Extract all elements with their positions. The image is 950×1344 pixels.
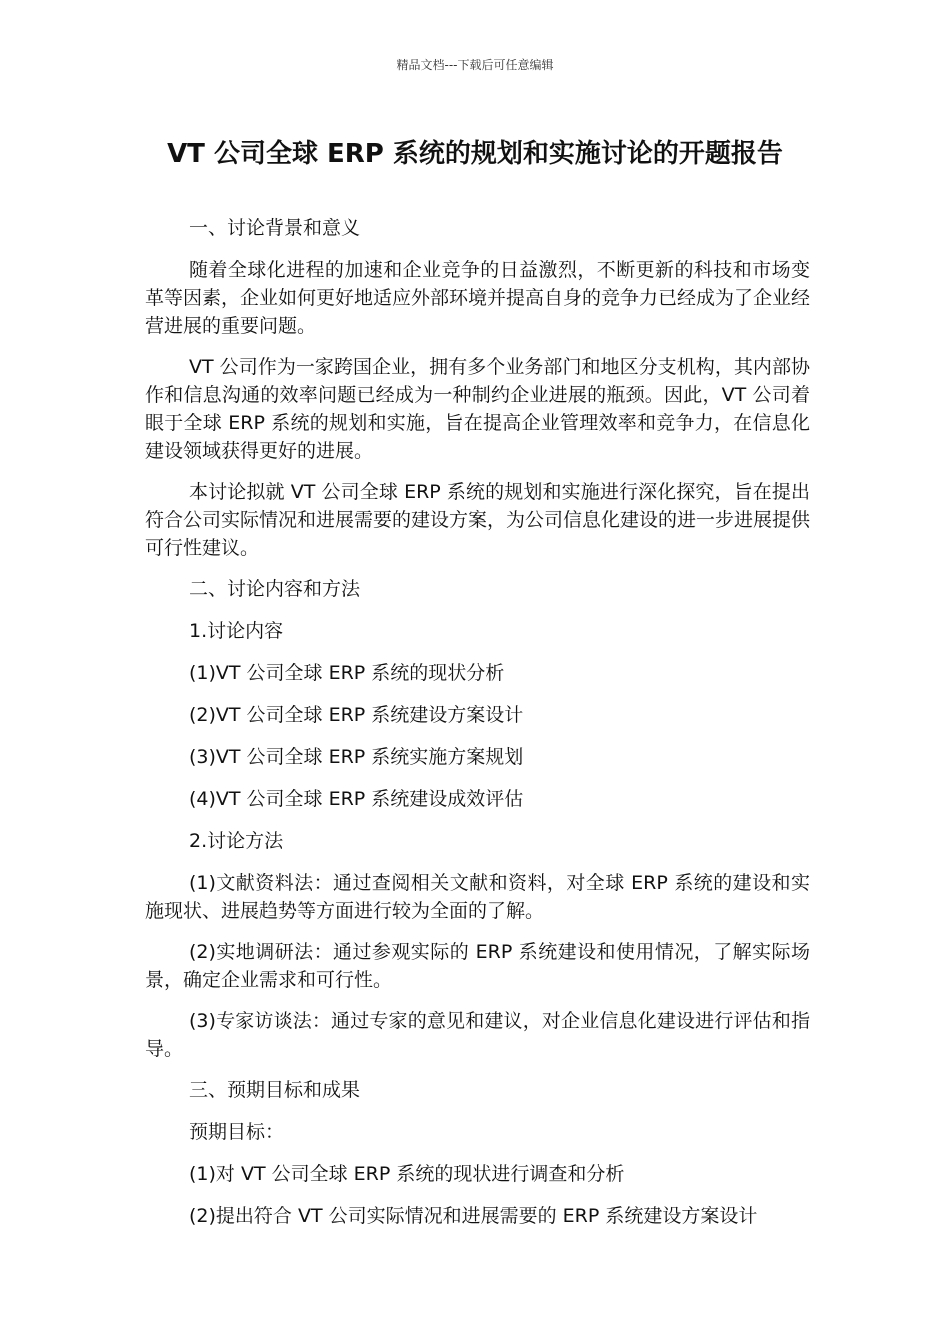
section-heading-goals: 三、预期目标和成果	[189, 1079, 361, 1101]
document-title: VT 公司全球 ERP 系统的规划和实施讨论的开题报告	[167, 139, 783, 169]
subheading-method: 2.讨论方法	[189, 830, 284, 852]
paragraph-background-3: 本讨论拟就 VT 公司全球 ERP 系统的规划和实施进行深化探究，旨在提出符合公司实际情况和进展需要的建设方案，为公司信息化建设的进一步进展提供可行性建议。	[145, 481, 811, 559]
subheading-content: 1.讨论内容	[189, 620, 284, 642]
page-header-note: 精品文档---下载后可任意编辑	[396, 58, 554, 72]
list-item-content-3: (3)VT 公司全球 ERP 系统实施方案规划	[189, 746, 524, 768]
list-item-goal-2: (2)提出符合 VT 公司实际情况和进展需要的 ERP 系统建设方案设计	[189, 1205, 758, 1227]
document-body	[145, 214, 810, 1244]
section-heading-background: 一、讨论背景和意义	[189, 217, 361, 239]
list-item-method-3: (3)专家访谈法：通过专家的意见和建议，对企业信息化建设进行评估和指导。	[145, 1010, 810, 1060]
list-item-content-2: (2)VT 公司全球 ERP 系统建设方案设计	[189, 704, 524, 726]
list-item-method-2: (2)实地调研法：通过参观实际的 ERP 系统建设和使用情况，了解实际场景，确定企业需求和可行性。	[145, 941, 810, 991]
list-item-method-1: (1)文献资料法：通过查阅相关文献和资料，对全球 ERP 系统的建设和实施现状、进展趋势等方面进行较为全面的了解。	[145, 872, 810, 922]
paragraph-background-1: 随着全球化进程的加速和企业竞争的日益激烈，不断更新的科技和市场变革等因素，企业如何更好地适应外部环境并提高自身的竞争力已经成为了企业经营进展的重要问题。	[145, 259, 811, 337]
list-item-content-1: (1)VT 公司全球 ERP 系统的现状分析	[189, 662, 505, 684]
section-heading-content-method: 二、讨论内容和方法	[189, 578, 361, 600]
paragraph-background-2: VT 公司作为一家跨国企业，拥有多个业务部门和地区分支机构，其内部协作和信息沟通的效率问题已经成为一种制约企业进展的瓶颈。因此，VT 公司着眼于全球 ERP 系统的规划和实施，旨在提高企业管理效率和竞争力，在信息化建设领域获得更好的进展。	[145, 356, 810, 462]
list-item-goal-1: (1)对 VT 公司全球 ERP 系统的现状进行调查和分析	[189, 1163, 625, 1185]
subheading-goals: 预期目标：	[189, 1121, 285, 1143]
list-item-content-4: (4)VT 公司全球 ERP 系统建设成效评估	[189, 788, 524, 810]
